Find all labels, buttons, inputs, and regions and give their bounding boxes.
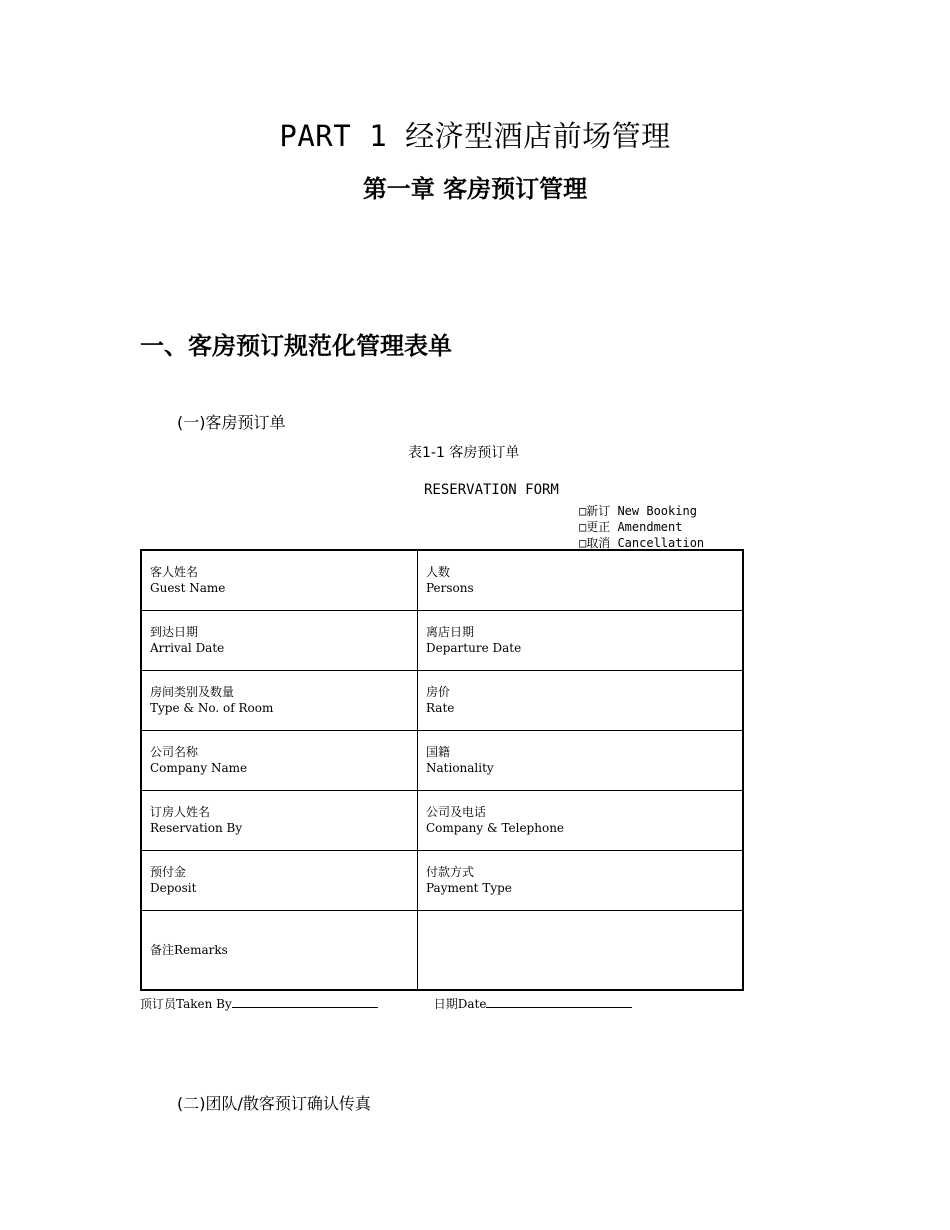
field-label-en: Company Name [150,761,248,775]
field-label-cn: 房价 [426,685,451,699]
field-label-en: Payment Type [426,881,512,895]
field-rate[interactable] [418,670,744,730]
field-label-en: Reservation By [150,821,243,835]
chapter-title: 第一章 客房预订管理 [362,175,588,203]
field-deposit[interactable] [141,850,418,910]
remarks-label: 备注Remarks [150,942,228,957]
field-nationality[interactable] [418,730,744,790]
field-remarks-value[interactable] [418,910,744,990]
table-row [141,910,743,990]
field-label-en: Nationality [426,761,494,775]
field-label-cn: 预付金 [150,865,187,879]
subsection-reservation-form: (一)客房预订单 [177,413,286,432]
form-title: RESERVATION FORM [424,482,559,498]
field-room-type[interactable] [141,670,418,730]
table-row [141,790,743,850]
field-label-cn: 到达日期 [150,625,199,639]
table-row [141,550,743,610]
option-amendment[interactable]: □更正 Amendment [579,520,683,534]
field-label-en: Company & Telephone [426,821,565,835]
taken-by-label: 顶订员Taken By [140,997,232,1011]
reservation-table [140,549,744,991]
field-label-cn: 订房人姓名 [150,805,211,819]
field-label-cn: 国籍 [426,745,451,759]
part-title: PART 1 经济型酒店前场管理 [279,119,671,153]
field-label-en: Guest Name [150,581,226,596]
field-label-cn: 客人姓名 [150,565,199,580]
field-label-en: Type & No. of Room [150,701,274,715]
field-label-en: Arrival Date [150,641,225,655]
field-label-cn: 公司及电话 [426,805,487,819]
field-departure-date[interactable] [418,610,744,670]
date-line[interactable] [486,995,632,1008]
table-row [141,610,743,670]
field-label-cn: 离店日期 [426,625,475,639]
table-row [141,670,743,730]
field-arrival-date[interactable] [141,610,418,670]
field-remarks-label [141,910,418,990]
form-footer [140,995,632,1012]
field-company-name[interactable] [141,730,418,790]
table-caption: 表1-1 客房预订单 [408,445,520,461]
field-label-cn: 公司名称 [150,745,199,759]
date-label: 日期Date [433,997,487,1011]
section-title: 一、客房预订规范化管理表单 [140,332,452,360]
field-payment-type[interactable] [418,850,744,910]
field-label-en: Departure Date [426,641,522,655]
subsection-fax-confirmation: (二)团队/散客预订确认传真 [177,1094,371,1113]
field-label-en: Persons [426,581,474,596]
field-reservation-by[interactable] [141,790,418,850]
taken-by-line[interactable] [232,995,378,1008]
option-cancellation[interactable]: □取消 Cancellation [579,536,705,550]
field-guest-name[interactable] [141,550,418,610]
field-label-en: Rate [426,701,455,715]
field-label-cn: 付款方式 [426,865,475,879]
field-label-cn: 人数 [426,565,451,580]
field-label-en: Deposit [150,881,197,895]
field-persons[interactable] [418,550,744,610]
table-row [141,730,743,790]
field-label-cn: 房间类别及数量 [150,685,235,699]
table-row [141,850,743,910]
field-company-telephone[interactable] [418,790,744,850]
option-new-booking[interactable]: □新订 New Booking [579,504,697,518]
